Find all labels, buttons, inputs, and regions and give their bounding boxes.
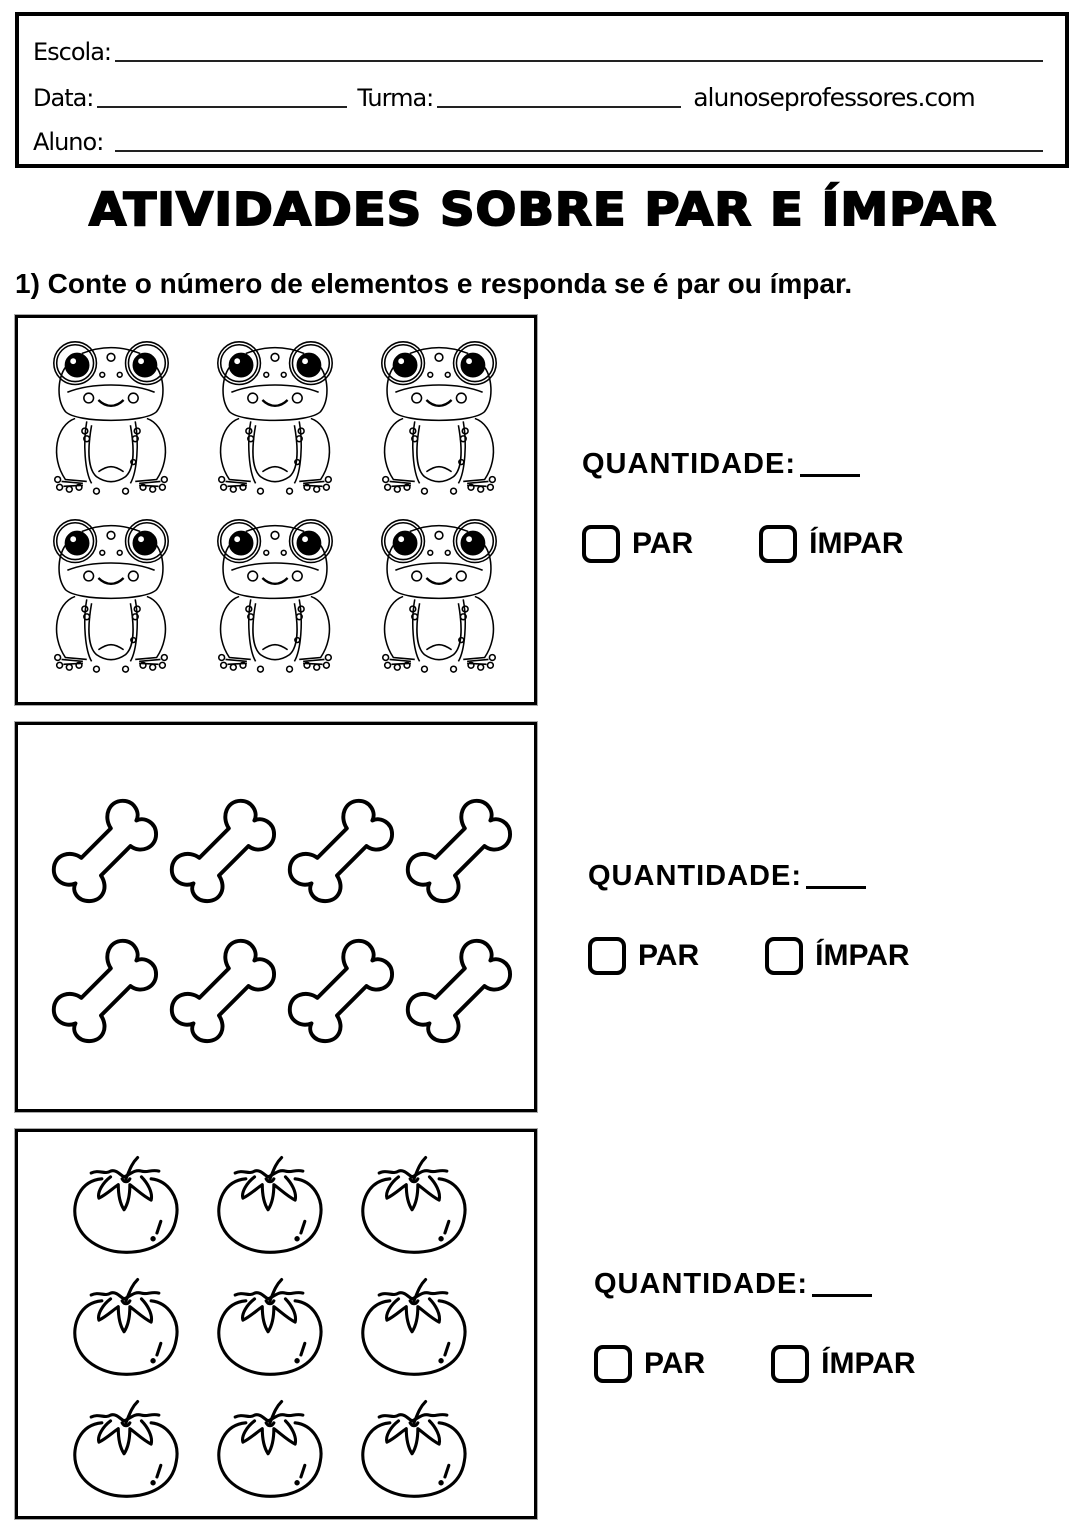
bone-icon: [42, 789, 160, 907]
frog-icon: [210, 514, 340, 674]
checkbox-odd[interactable]: [765, 937, 803, 975]
option-even-label: PAR: [632, 527, 694, 560]
answer-block-1: [582, 448, 904, 563]
student-label: Aluno:: [33, 128, 104, 156]
tomato-icon: [212, 1148, 328, 1258]
answer-block-3: [594, 1268, 916, 1383]
option-odd[interactable]: [759, 525, 903, 563]
date-label: Data:: [33, 84, 94, 112]
date-class-row: [33, 83, 1043, 112]
bone-icon: [396, 789, 514, 907]
quantity-input[interactable]: [800, 474, 860, 477]
class-field[interactable]: [437, 106, 681, 108]
bone-icon: [278, 929, 396, 1047]
quantity-row: [594, 1268, 916, 1301]
school-field[interactable]: [115, 60, 1043, 62]
quantity-label: QUANTIDADE:: [594, 1268, 808, 1300]
quantity-input[interactable]: [812, 1294, 872, 1297]
checkbox-even[interactable]: [594, 1345, 632, 1383]
bone-icon: [160, 929, 278, 1047]
tomato-icon: [68, 1392, 184, 1502]
answer-block-2: [588, 860, 910, 975]
quantity-row: [582, 448, 904, 481]
quantity-label: QUANTIDADE:: [582, 448, 796, 480]
option-odd[interactable]: [771, 1345, 915, 1383]
tomato-icon: [212, 1270, 328, 1380]
tomato-icon: [68, 1270, 184, 1380]
option-odd-label: ÍMPAR: [815, 939, 910, 972]
bone-icon: [160, 789, 278, 907]
tomato-icon: [212, 1392, 328, 1502]
school-row: [33, 38, 1043, 66]
frog-icon: [374, 336, 504, 496]
option-even-label: PAR: [644, 1347, 706, 1380]
page-title: ATIVIDADES SOBRE PAR E ÍMPAR: [89, 183, 997, 237]
option-even[interactable]: [582, 525, 693, 563]
website-text: alunoseprofessores.com: [693, 83, 975, 112]
checkbox-odd[interactable]: [759, 525, 797, 563]
option-odd-label: ÍMPAR: [809, 527, 904, 560]
bone-icon: [42, 929, 160, 1047]
option-even[interactable]: [588, 937, 699, 975]
tomato-icon: [356, 1270, 472, 1380]
date-field[interactable]: [97, 106, 347, 108]
quantity-label: QUANTIDADE:: [588, 860, 802, 892]
school-label: Escola:: [33, 38, 112, 66]
tomato-icon: [356, 1148, 472, 1258]
frog-picture-box: [15, 315, 537, 705]
question-text: 1) Conte o número de elementos e responda se é par ou ímpar.: [15, 268, 853, 299]
tomato-icon: [68, 1148, 184, 1258]
checkbox-even[interactable]: [588, 937, 626, 975]
quantity-input[interactable]: [806, 886, 866, 889]
option-odd-label: ÍMPAR: [821, 1347, 916, 1380]
option-even[interactable]: [594, 1345, 705, 1383]
bone-icon: [278, 789, 396, 907]
student-field[interactable]: [115, 150, 1043, 152]
bone-picture-box: [15, 722, 537, 1112]
checkbox-even[interactable]: [582, 525, 620, 563]
frog-icon: [46, 514, 176, 674]
student-row: [33, 128, 1043, 156]
bone-icon: [396, 929, 514, 1047]
tomato-icon: [356, 1392, 472, 1502]
header-info-box: [15, 12, 1069, 168]
frog-icon: [46, 336, 176, 496]
frog-icon: [210, 336, 340, 496]
option-even-label: PAR: [638, 939, 700, 972]
class-label: Turma:: [357, 84, 434, 112]
option-odd[interactable]: [765, 937, 909, 975]
checkbox-odd[interactable]: [771, 1345, 809, 1383]
frog-icon: [374, 514, 504, 674]
quantity-row: [588, 860, 910, 893]
tomato-picture-box: [15, 1129, 537, 1519]
